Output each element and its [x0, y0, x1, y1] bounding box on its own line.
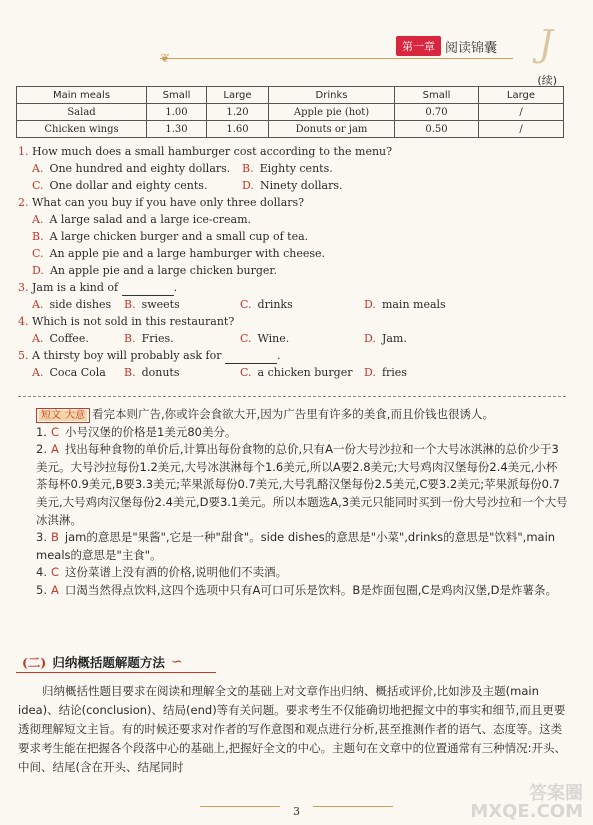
- table-cell: Donuts or jam: [269, 121, 395, 138]
- swirl-icon: ∽: [170, 654, 183, 670]
- option-d: D. main meals: [364, 298, 446, 311]
- chapter-title: 阅读锦囊: [445, 40, 498, 56]
- table-header-cell: Drinks: [269, 87, 395, 104]
- answer-item: 5. A 口渴当然得点饮料,这四个选项中只有A可口可乐是饮料。B是炸面包圈,C是鸡肉汉堡,D是炸薯条。: [36, 582, 557, 597]
- option-d: D. fries: [364, 366, 407, 379]
- question-5: 5. A thirsty boy will probably ask for .: [18, 349, 281, 362]
- page-number: 3: [293, 805, 300, 818]
- answer-item: 4. C 这份菜谱上没有酒的价格,说明他们不卖酒。: [36, 565, 288, 580]
- question-text: A thirsty boy will probably ask for: [32, 349, 222, 362]
- answer-item: 2. A 找出每种食物的单价后,计算出每份食物的总价,只有A一份大号沙拉和一个大号冰淇淋的总价少于3美元。大号沙拉每份1.2美元,大号冰淇淋每个1.6美元,所以A要2.8美元;大号鸡肉汉堡每份2.4美元,小杯茶每杯0.9美元,B要3.3美元;苹果派每份0.7美元,大号乳酪汉堡每份2.5美元,C要3.2美元;苹果派每份0.7美元,大号鸡肉汉堡每份2.4美元,D要3.1美元。所以本题选A,3美元只能同时买到一份大号沙拉和一个大号冰淇淋。: [36, 442, 568, 527]
- question-number: 4.: [18, 315, 29, 328]
- chapter-heading: [396, 36, 497, 56]
- table-header-cell: Small: [395, 87, 479, 104]
- option-c: C. a chicken burger: [240, 366, 353, 379]
- continued-label: (续): [537, 74, 557, 87]
- question-number: 2.: [18, 196, 29, 209]
- answer-item: 1. C 小号汉堡的价格是1美元80美分。: [36, 424, 237, 439]
- table-cell: 0.70: [395, 104, 479, 121]
- option-d: D. Ninety dollars.: [242, 179, 343, 192]
- question-list: [18, 143, 563, 381]
- option-c: C. Wine.: [240, 332, 290, 345]
- option-c: C. An apple pie and a large hamburger with cheese.: [32, 247, 326, 260]
- option-row: [18, 330, 563, 347]
- question-text: Which is not sold in this restaurant?: [32, 315, 235, 328]
- table-header-row: [17, 87, 564, 104]
- method-title: 归纳概括题解题方法: [52, 655, 165, 670]
- option-c: C. One dollar and eighty cents.: [32, 179, 208, 192]
- table-header-cell: Main meals: [17, 87, 147, 104]
- question-text: How much does a small hamburger cost according to the menu?: [32, 145, 393, 158]
- answer-item: 3. B jam的意思是"果酱",它是一种"甜食"。side dishes的意思是"小菜",drinks的意思是"饮料",main meals的意思是"主食"。: [36, 530, 556, 562]
- question-1: [18, 143, 563, 160]
- header-rule: [160, 58, 513, 59]
- section-number: (二): [22, 655, 47, 670]
- table-header-cell: Small: [147, 87, 207, 104]
- option-c: C. drinks: [240, 298, 293, 311]
- page-header: [160, 24, 553, 68]
- table-cell: 1.00: [147, 104, 207, 121]
- table-cell: 1.20: [207, 104, 269, 121]
- heading-underline: [16, 672, 216, 673]
- table-header-cell: Large: [207, 87, 269, 104]
- option-b: B. donuts: [124, 366, 180, 379]
- option-row: [18, 177, 563, 194]
- table-header-cell: Large: [479, 87, 564, 104]
- option-d: D. An apple pie and a large chicken burger.: [32, 264, 277, 277]
- option-a: A. One hundred and eighty dollars.: [32, 162, 231, 175]
- question-number: 1.: [18, 145, 29, 158]
- header-swirl-icon: J: [538, 24, 553, 65]
- watermark-logo: 答案圈 MXQE.COM: [470, 783, 583, 822]
- table-cell: 1.30: [147, 121, 207, 138]
- option-a: A. A large salad and a large ice-cream.: [32, 213, 252, 226]
- question-3: 3. Jam is a kind of .: [18, 281, 178, 294]
- option-d: D. Jam.: [364, 332, 407, 345]
- summary-tag: 短文 大意: [36, 408, 90, 423]
- option-row: [18, 364, 563, 381]
- chapter-badge: 第一章: [396, 36, 441, 56]
- option-b: B. A large chicken burger and a small cup of tea.: [32, 230, 309, 243]
- menu-table: [16, 86, 564, 138]
- table-row: [17, 121, 564, 138]
- table-cell: /: [479, 104, 564, 121]
- method-body: 归纳概括性题目要求在阅读和理解全文的基础上对文章作出归纳、概括或评价,比如涉及主题(main idea)、结论(conclusion)、结局(end)等有关问题。要求考生不仅能确切地把握文中的事实和细节,而且更要透彻理解短文主旨。有的时候还要求对作者的写作意图和观点进行分析,甚至推测作者的语气、态度等。这类要求考生能在把握各个段落中心的基础上,把握好全文的中心。主题句在文章中的位置通常有三种情况:开头、中间、结尾(含在开头、结尾同时: [18, 684, 567, 774]
- method-heading: [22, 653, 183, 671]
- section-divider: [18, 396, 566, 397]
- summary-paragraph: 短文 大意 看完本则广告,你或许会食欲大开,因为广告里有许多的美食,而且价钱也很诱人。: [18, 406, 568, 424]
- header-ornament-icon: ❦: [160, 51, 171, 65]
- question-text: Jam is a kind of: [32, 281, 119, 294]
- table-cell: Chicken wings: [17, 121, 147, 138]
- option-b: B. Fries.: [124, 332, 174, 345]
- option-b: B. Eighty cents.: [242, 162, 333, 175]
- table-cell: Apple pie (hot): [269, 104, 395, 121]
- option-a: A. side dishes: [32, 298, 112, 311]
- question-text: What can you buy if you have only three dollars?: [32, 196, 305, 209]
- table-cell: 0.50: [395, 121, 479, 138]
- option-a: A. Coffee.: [32, 332, 89, 345]
- table-cell: 1.60: [207, 121, 269, 138]
- footer-rule-right: [313, 806, 393, 807]
- question-number: 3.: [18, 281, 29, 294]
- question-4: [18, 313, 563, 330]
- option-row: [18, 296, 563, 313]
- table-cell: Salad: [17, 104, 147, 121]
- footer-rule-left: [200, 806, 280, 807]
- option-b: B. sweets: [124, 298, 180, 311]
- question-2: [18, 194, 563, 211]
- table-row: [17, 104, 564, 121]
- question-number: 5.: [18, 349, 29, 362]
- option-row: [18, 160, 563, 177]
- option-a: A. Coca Cola: [32, 366, 106, 379]
- table-cell: /: [479, 121, 564, 138]
- answer-section: [18, 406, 568, 600]
